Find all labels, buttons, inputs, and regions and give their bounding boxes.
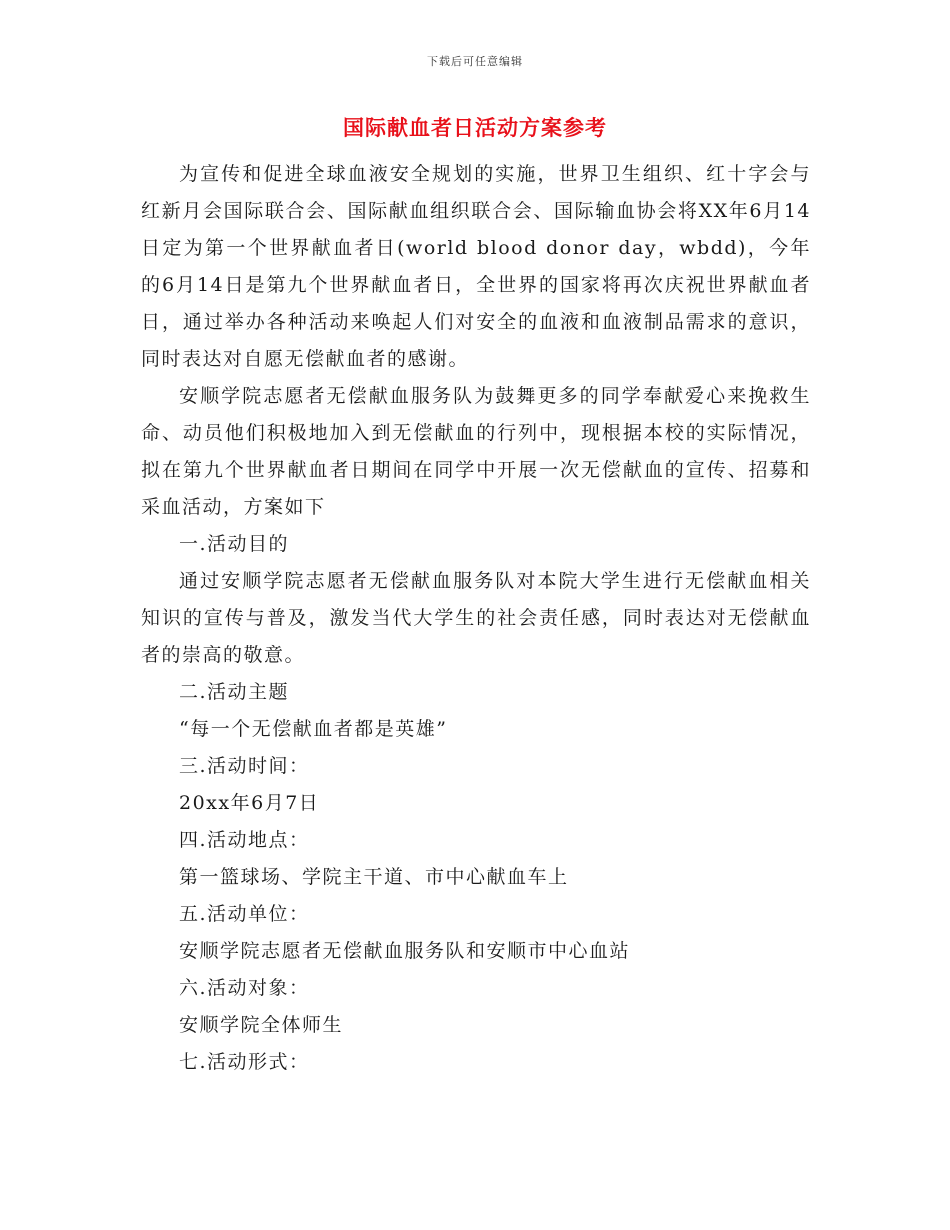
section-text-theme: “每一个无偿献血者都是英雄”: [179, 718, 448, 740]
intro-paragraph: 为宣传和促进全球血液安全规划的实施，世界卫生组织、红十字会与红新月会国际联合会、国际献血组织联合会、国际输血协会将XX年6月14日定为第一个世界献血者日(world blood donor day，wbdd)，今年的6月14日是第九个世界献血者日，全世界的国家将再次庆祝世界献血者日，通过举办各种活动来唤起人们对安全的血液和血液制品需求的意识，同时表达对自愿无偿献血者的感谢。: [141, 163, 811, 370]
section-heading-time: 三.活动时间：: [179, 755, 310, 777]
section-text-target: 安顺学院全体师生: [179, 1014, 344, 1036]
section-text-unit: 安顺学院志愿者无偿献血服务队和安顺市中心血站: [179, 940, 631, 962]
plan-paragraph: 安顺学院志愿者无偿献血服务队为鼓舞更多的同学奉献爱心来挽救生命、动员他们积极地加入到无偿献血的行列中，现根据本校的实际情况，拟在第九个世界献血者日期间在同学中开展一次无偿献血的宣传、招募和采血活动，方案如下: [141, 385, 811, 518]
section-text-place: 第一篮球场、学院主干道、市中心献血车上: [179, 866, 569, 888]
section-heading-form: 七.活动形式：: [179, 1051, 310, 1073]
section-heading-target: 六.活动对象：: [179, 977, 310, 999]
section-heading-unit: 五.活动单位：: [179, 903, 310, 925]
section-heading-place: 四.活动地点：: [179, 829, 310, 851]
section-heading-theme: 二.活动主题: [179, 681, 290, 703]
document-body: [141, 156, 811, 1081]
section-heading-purpose: 一.活动目的: [179, 533, 290, 555]
document-title: 国际献血者日活动方案参考: [343, 116, 607, 140]
header-note: 下载后可任意编辑: [427, 55, 523, 68]
section-text-time: 20xx年6月7日: [179, 792, 320, 814]
section-text-purpose: 通过安顺学院志愿者无偿献血服务队对本院大学生进行无偿献血相关知识的宣传与普及，激发当代大学生的社会责任感，同时表达对无偿献血者的崇高的敬意。: [141, 570, 811, 666]
